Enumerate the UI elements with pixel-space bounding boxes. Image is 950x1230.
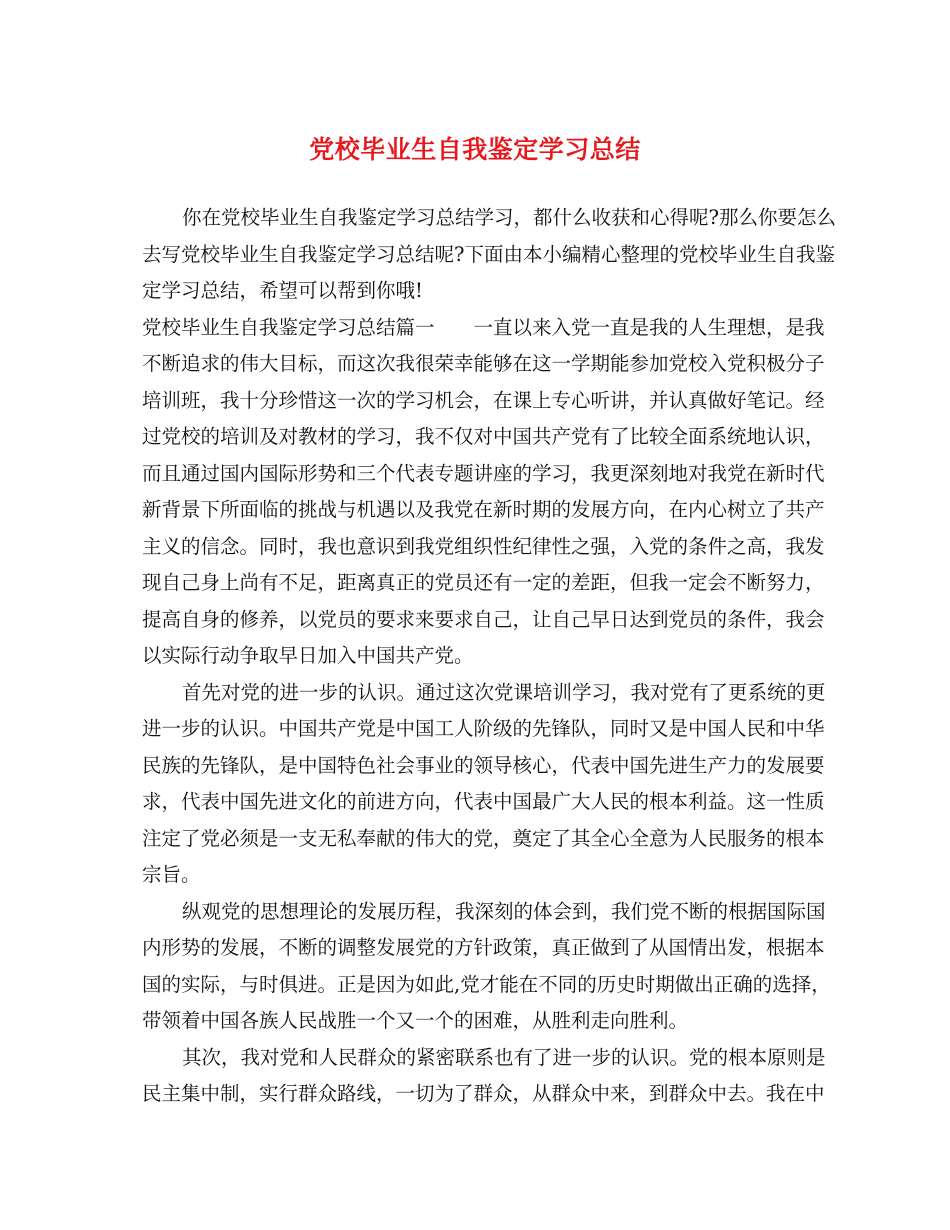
text-line: 新背景下所面临的挑战与机遇以及我党在新时期的发展方向，在内心树立了共产	[142, 498, 825, 521]
text-line: 纵观党的思想理论的发展历程，我深刻的体会到，我们党不断的根据国际国	[182, 899, 826, 923]
text-line: 去写党校毕业生自我鉴定学习总结呢?下面由本小编精心整理的党校毕业生自我鉴	[142, 242, 835, 266]
text-line: 提高自身的修养，以党员的要求来要求自己，让自己早日达到党员的条件，我会	[142, 607, 825, 631]
text-line: 定学习总结，希望可以帮到你哦!	[142, 279, 423, 302]
text-line: 带领着中国各族人民战胜一个又一个的困难，从胜利走向胜利。	[142, 1009, 689, 1032]
paragraph-masses	[142, 1040, 826, 1113]
text-line: 党校毕业生自我鉴定学习总结篇一 一直以来入党一直是我的人生理想，是我	[142, 315, 825, 339]
text-line: 现自己身上尚有不足，距离真正的党员还有一定的差距，但我一定会不断努力，	[142, 571, 825, 594]
text-line: 内形势的发展，不断的调整发展党的方针政策，真正做到了从国情出发，根据本	[142, 936, 825, 959]
text-line: 首先对党的进一步的认识。通过这次党课培训学习，我对党有了更系统的更	[182, 680, 826, 704]
text-line: 而且通过国内国际形势和三个代表专题讲座的学习，我更深刻地对我党在新时代	[142, 461, 825, 485]
text-line: 民族的先锋队，是中国特色社会事业的领导核心，代表中国先进生产力的发展要	[142, 753, 825, 777]
text-line: 注定了党必须是一支无私奉献的伟大的党，奠定了其全心全意为人民服务的根本	[142, 826, 825, 850]
document-title: 党校毕业生自我鉴定学习总结	[309, 135, 641, 164]
text-line: 培训班，我十分珍惜这一次的学习机会，在课上专心听讲，并认真做好笔记。经	[142, 388, 825, 412]
text-line: 宗旨。	[142, 863, 201, 886]
text-line: 国的实际，与时俱进。正是因为如此,党才能在不同的历史时期做出正确的选择，	[142, 972, 831, 996]
text-line: 进一步的认识。中国共产党是中国工人阶级的先锋队，同时又是中国人民和中华	[142, 717, 825, 740]
paragraph-intro	[142, 200, 836, 310]
text-line: 你在党校毕业生自我鉴定学习总结学习，都什么收获和心得呢?那么你要怎么	[182, 206, 836, 229]
text-line: 主义的信念。同时，我也意识到我党组织性纪律性之强，入党的条件之高，我发	[142, 534, 825, 558]
text-line: 其次，我对党和人民群众的紧密联系也有了进一步的认识。党的根本原则是	[182, 1045, 826, 1069]
text-line: 不断追求的伟大目标，而这次我很荣幸能够在这一学期能参加党校入党积极分子	[142, 352, 825, 375]
text-line: 求，代表中国先进文化的前进方向，代表中国最广大人民的根本利益。这一性质	[142, 790, 825, 813]
paragraph-theory	[142, 894, 831, 1040]
text-line: 民主集中制，实行群众路线，一切为了群众，从群众中来，到群众中去。我在中	[142, 1082, 825, 1105]
text-line: 以实际行动争取早日加入中国共产党。	[142, 644, 474, 667]
paragraph-understanding	[142, 675, 826, 894]
paragraph-part-one	[142, 310, 825, 675]
document-body	[142, 200, 836, 1113]
text-line: 过党校的培训及对教材的学习，我不仅对中国共产党有了比较全面系统地认识，	[142, 425, 825, 448]
